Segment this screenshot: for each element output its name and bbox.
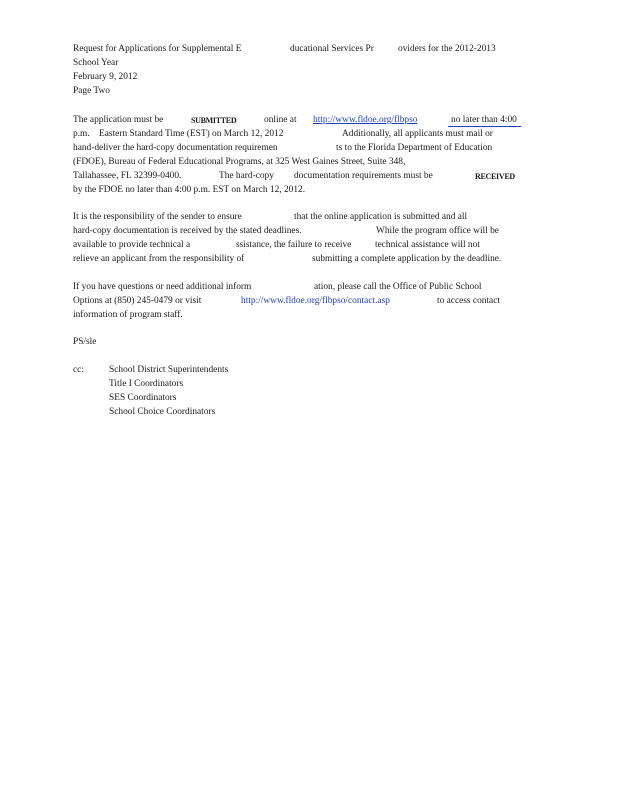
para1-line3-a: hand-deliver the hard-copy documentation requiremen bbox=[73, 143, 278, 153]
para1-line1-a: The application must be bbox=[73, 115, 164, 125]
header-title-part1: Request for Applications for Supplemental E bbox=[73, 44, 242, 54]
cc-item: SES Coordinators bbox=[109, 393, 177, 403]
para1-line1-b: online at bbox=[264, 115, 297, 125]
para1-line1-c: no later than 4:00 bbox=[451, 115, 517, 125]
para2-line2-b: While the program office will be bbox=[376, 226, 499, 236]
para1-line2-a: p.m. Eastern Standard Time (EST) on March 12, 2012 bbox=[73, 129, 284, 139]
letter-date: February 9, 2012 bbox=[73, 72, 138, 82]
para1-line5-b: The hard-copy bbox=[219, 171, 274, 181]
para2-line1-b: that the online application is submitted and all bbox=[294, 212, 468, 222]
para3-line1-a: If you have questions or need additional inform bbox=[73, 282, 252, 292]
page-number: Page Two bbox=[73, 86, 110, 96]
para1-line5-a: Tallahassee, FL 32399-0400. bbox=[73, 171, 182, 181]
para1-line4: (FDOE), Bureau of Federal Educational Programs, at 325 West Gaines Street, Suite 348, bbox=[73, 157, 406, 167]
para3-line3: information of program staff. bbox=[73, 310, 183, 320]
para2-line3-b: ssistance, the failure to receive bbox=[236, 240, 352, 250]
para3-line2-b: to access contact bbox=[437, 296, 500, 306]
typist-initials: PS/sle bbox=[73, 337, 97, 347]
para1-line6: by the FDOE no later than 4:00 p.m. EST on March 12, 2012. bbox=[73, 185, 306, 195]
fldoe-flbpso-link[interactable]: http://www.fldoe.org/flbpso bbox=[313, 115, 418, 125]
para2-line3-a: available to provide technical a bbox=[73, 240, 191, 250]
cc-item: School Choice Coordinators bbox=[109, 407, 216, 417]
cc-label: cc: bbox=[73, 365, 84, 375]
para2-line1-a: It is the responsibility of the sender to ensure bbox=[73, 212, 242, 222]
para1-line3-b: ts to the Florida Department of Education bbox=[336, 143, 493, 153]
received-emphasis: RECEIVED bbox=[475, 172, 515, 181]
header-title-line1 bbox=[73, 43, 241, 57]
header-title-part2: ducational Services Pr bbox=[290, 44, 374, 54]
para2-line3-c: technical assistance will not bbox=[375, 240, 480, 250]
para2-line2-a: hard-copy documentation is received by the stated deadlines. bbox=[73, 226, 302, 236]
header-title-part3: oviders for the 2012-2013 bbox=[398, 44, 496, 54]
para1-line2-b: Additionally, all applicants must mail or bbox=[342, 129, 493, 139]
contact-link[interactable]: http://www.fldoe.org/flbpso/contact.asp bbox=[241, 296, 390, 306]
header-title-line2: School Year bbox=[73, 58, 119, 68]
para2-line4-a: relieve an applicant from the responsibility of bbox=[73, 254, 245, 264]
para3-line1-b: ation, please call the Office of Public School bbox=[314, 282, 482, 292]
cc-item: School District Superintendents bbox=[109, 365, 229, 375]
para1-line5-c: documentation requirements must be bbox=[294, 171, 433, 181]
para2-line4-b: submitting a complete application by the deadline. bbox=[312, 254, 502, 264]
cc-item: Title I Coordinators bbox=[109, 379, 184, 389]
submitted-emphasis: SUBMITTED bbox=[191, 116, 237, 125]
para3-line2-a: Options at (850) 245-0479 or visit bbox=[73, 296, 202, 306]
